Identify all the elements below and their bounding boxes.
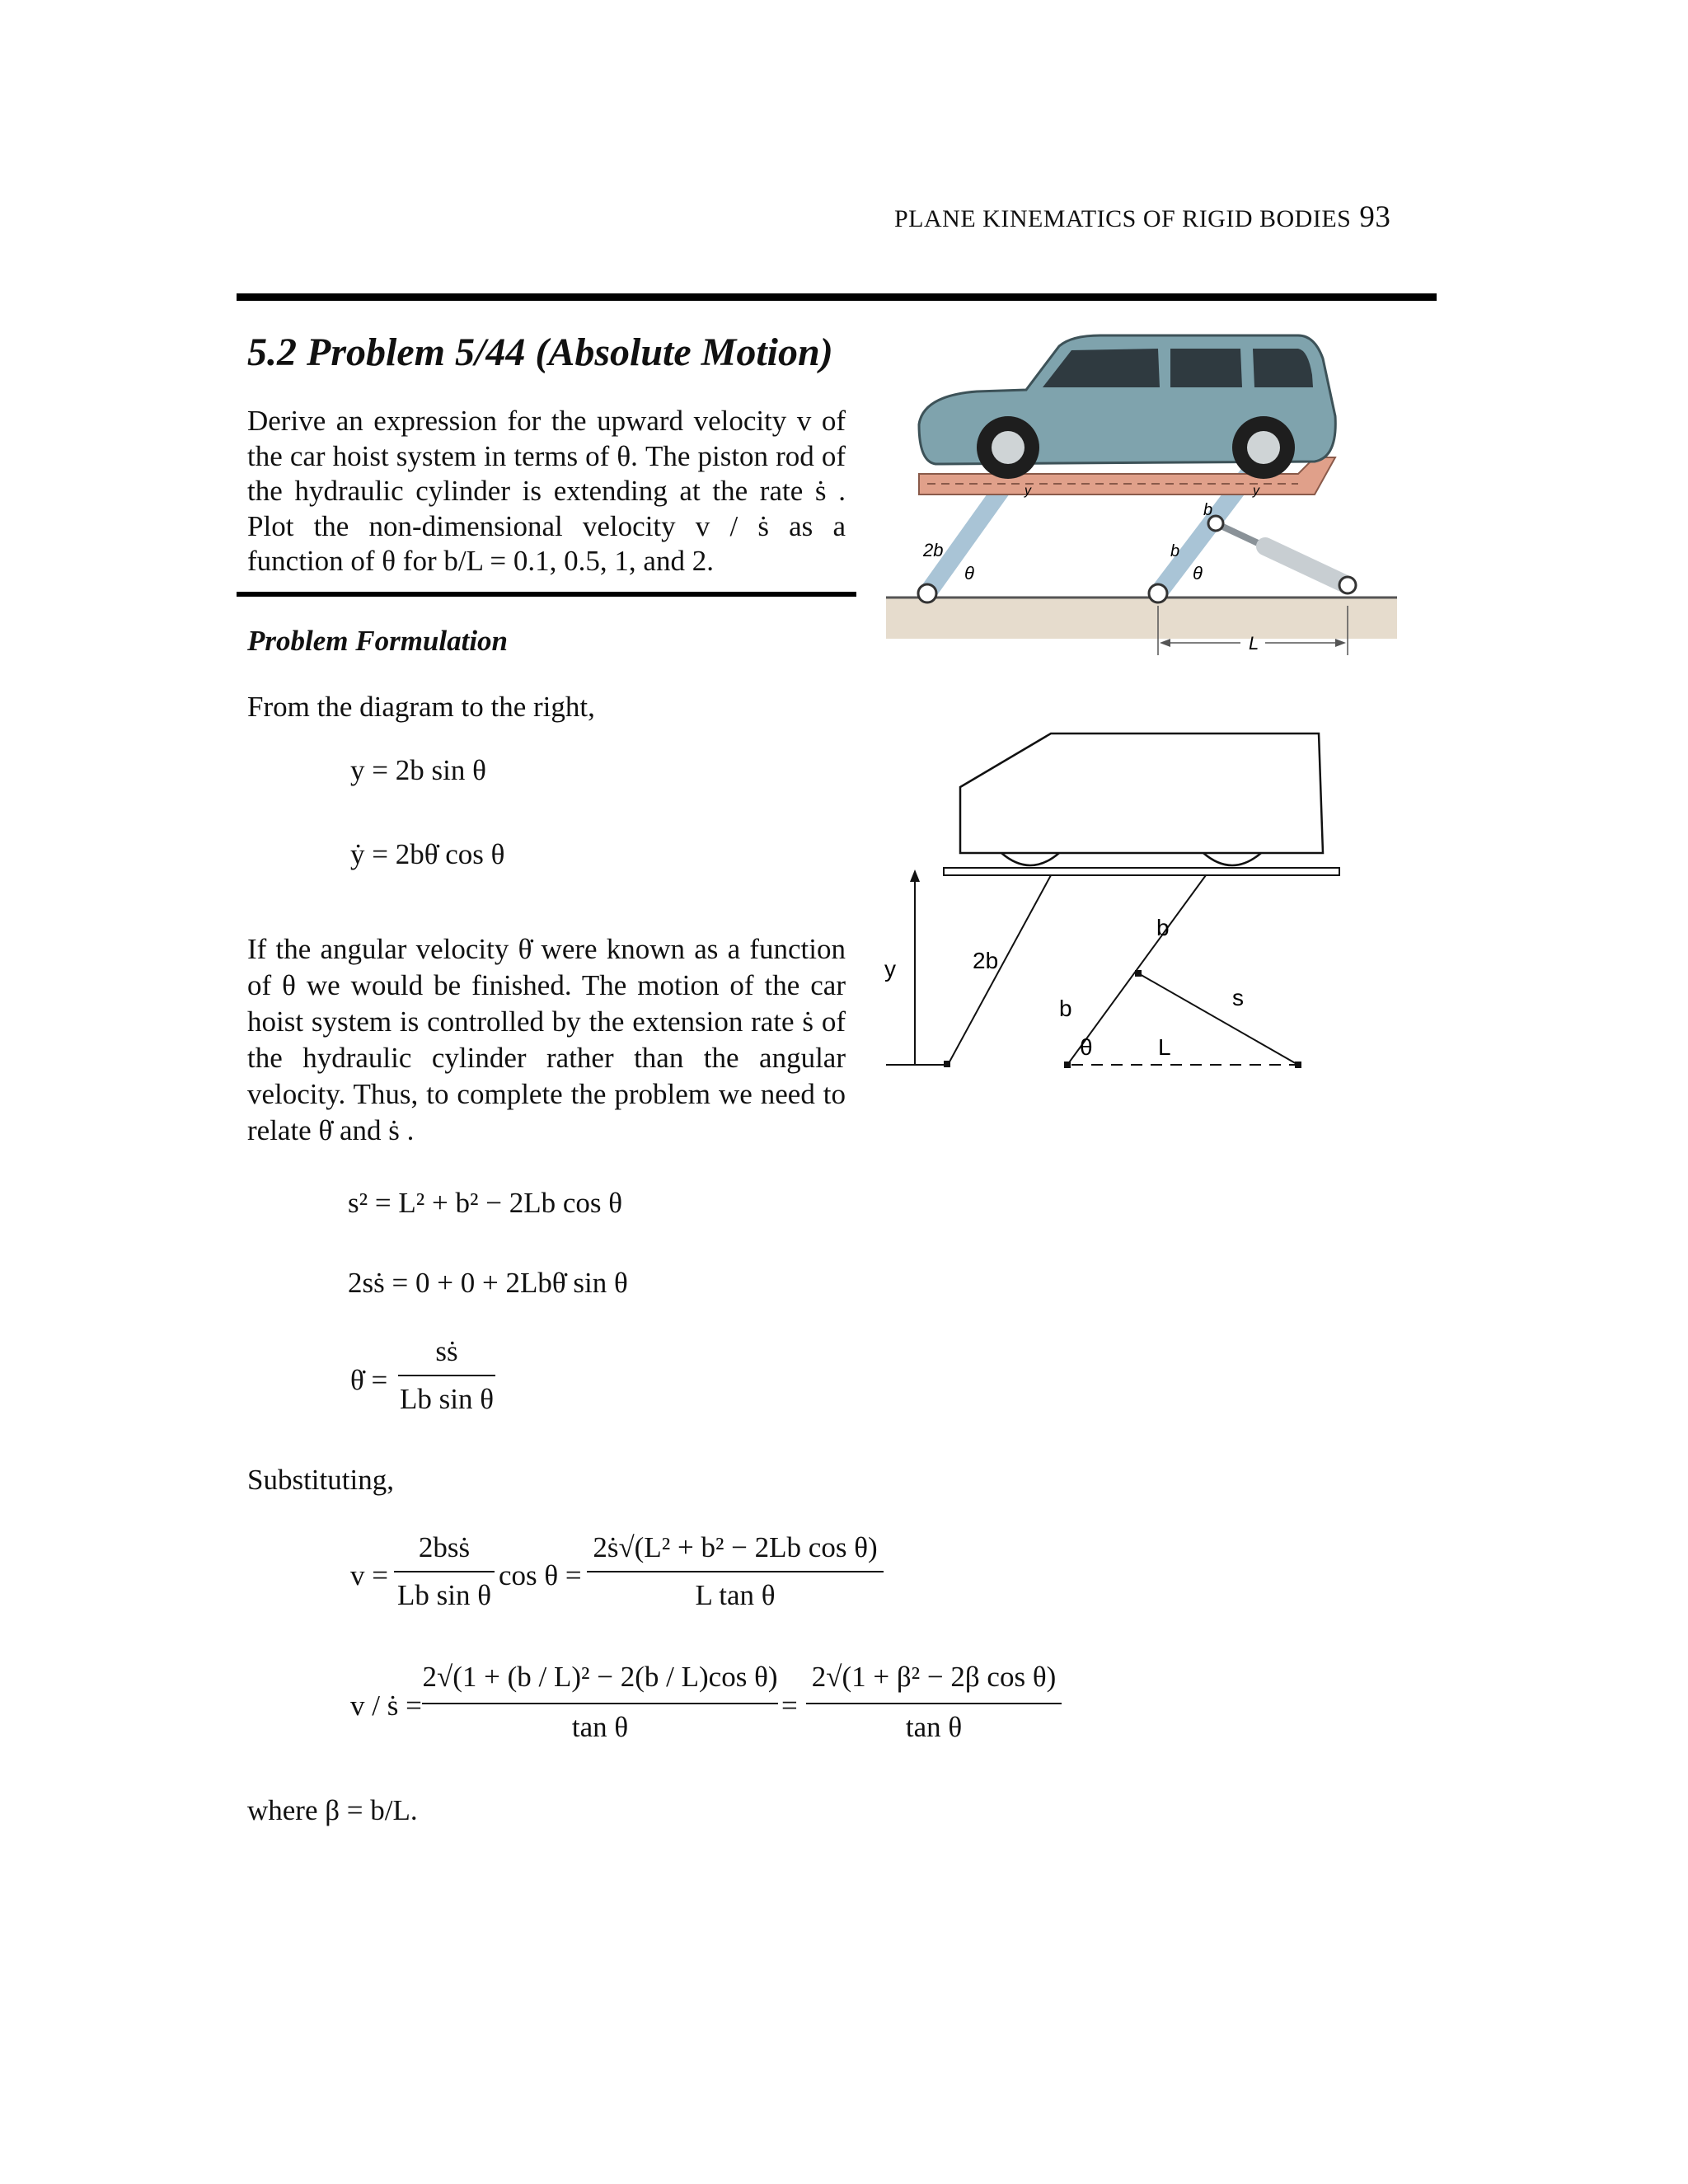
pin-left-base: [944, 1061, 950, 1067]
car-rear-window: [1253, 349, 1313, 387]
label-y: y: [884, 956, 896, 982]
equation-ratio-denominator-1: tan θ: [571, 1711, 629, 1743]
equation-y: y = 2b sin θ: [350, 754, 486, 786]
label-L: L: [1249, 633, 1259, 654]
equation-v-lhs: v =: [350, 1559, 388, 1591]
equation-ratio-denominator-2: tan θ: [905, 1711, 963, 1743]
car-outline: [960, 733, 1323, 853]
pivot-cylinder: [1339, 577, 1356, 593]
pin-right-base: [1064, 1062, 1071, 1068]
platform-outline: [944, 868, 1339, 875]
label-s: s: [1232, 985, 1244, 1010]
equation-v-numerator-2: 2ṡ√(L² + b² − 2Lb cos θ): [593, 1531, 878, 1563]
equation-derivative: 2sṡ = 0 + 0 + 2Lbθ̇ sin θ: [348, 1267, 628, 1299]
fraction-bar: [587, 1571, 884, 1572]
label-y-right: y: [1253, 484, 1259, 498]
top-rule: [237, 293, 1437, 301]
front-wheel-arc: [1001, 853, 1059, 865]
arrowhead-left: [1160, 639, 1170, 647]
label-b-upper: b: [1156, 915, 1170, 940]
equation-v-denominator-1: Lb sin θ: [397, 1579, 491, 1611]
car-hoist-illustration: [886, 326, 1397, 672]
arrowhead-right: [1335, 639, 1346, 647]
label-L: L: [1158, 1034, 1171, 1060]
label-y-left: y: [1025, 484, 1031, 498]
y-arrowhead: [910, 869, 920, 882]
fraction-bar: [422, 1703, 778, 1704]
fraction-bar: [398, 1375, 495, 1376]
label-theta: θ: [1080, 1034, 1093, 1060]
fraction-bar: [394, 1571, 495, 1572]
front-hub: [992, 431, 1025, 464]
intro-text: From the diagram to the right,: [247, 691, 595, 723]
substituting-text: Substituting,: [247, 1464, 394, 1496]
label-2b: 2b: [923, 540, 944, 560]
equation-ratio-numerator-2: 2√(1 + β² − 2β cos θ): [811, 1661, 1057, 1693]
equation-v-numerator-1: 2bsṡ: [418, 1531, 471, 1563]
label-b-upper: b: [1203, 501, 1213, 519]
running-head: [894, 199, 1390, 235]
running-title: PLANE KINEMATICS OF RIGID BODIES: [894, 205, 1352, 232]
equation-v-denominator-2: L tan θ: [695, 1579, 776, 1611]
label-b-lower: b: [1059, 996, 1072, 1021]
label-2b: 2b: [973, 948, 999, 973]
equation-thetadot-lhs: θ̇ =: [350, 1364, 388, 1396]
label-theta-left: θ: [964, 563, 974, 583]
problem-statement: Derive an expression for the upward velocity v of the car hoist system in terms of θ. The piston rod of the hydraulic cylinder is extending at the rate ṡ . Plot the non-dimensional velocity v / ṡ as a function of θ for b/L = 0.1, 0.5, 1, and 2.: [247, 405, 846, 577]
where-text: where β = b/L.: [247, 1794, 418, 1826]
section-title: 5.2 Problem 5/44 (Absolute Motion): [247, 330, 833, 374]
hydraulic-cylinder: [1265, 546, 1348, 585]
ground-strip: [886, 598, 1397, 639]
fraction-bar: [806, 1703, 1062, 1704]
equation-ratio-lhs: v / ṡ =: [350, 1690, 422, 1722]
formulation-heading: Problem Formulation: [247, 625, 509, 657]
equation-thetadot-numerator: sṡ: [435, 1335, 458, 1367]
pivot-right: [1149, 584, 1167, 602]
label-theta-right: θ: [1193, 563, 1203, 583]
label-b-lower: b: [1170, 542, 1180, 560]
statement-rule: [237, 592, 856, 597]
equation-v-middle: cos θ =: [499, 1559, 582, 1591]
equation-thetadot-denominator: Lb sin θ: [400, 1383, 494, 1415]
equation-s-squared: s² = L² + b² − 2Lb cos θ: [348, 1187, 622, 1219]
equation-ydot: ẏ = 2bθ̇ cos θ: [350, 838, 505, 870]
equation-ratio-equals: =: [781, 1690, 798, 1722]
equation-ratio-numerator-1: 2√(1 + (b / L)² − 2(b / L)cos θ): [422, 1661, 778, 1693]
car-middle-window: [1170, 349, 1242, 387]
rear-wheel-arc: [1203, 853, 1261, 865]
pivot-left: [918, 584, 936, 602]
link-2b: [948, 875, 1051, 1065]
page-number: 93: [1359, 200, 1391, 234]
rear-hub: [1247, 431, 1280, 464]
hoist-schematic-diagram: [886, 725, 1381, 1088]
paragraph-relate: If the angular velocity θ̇ were known as a function of θ we would be finished. The motion of the car hoist system is controlled by the extension rate ṡ of the hydraulic cylinder rather than the angular velocity. Thus, to complete the problem we need to relate θ̇ and ṡ .: [247, 933, 846, 1146]
